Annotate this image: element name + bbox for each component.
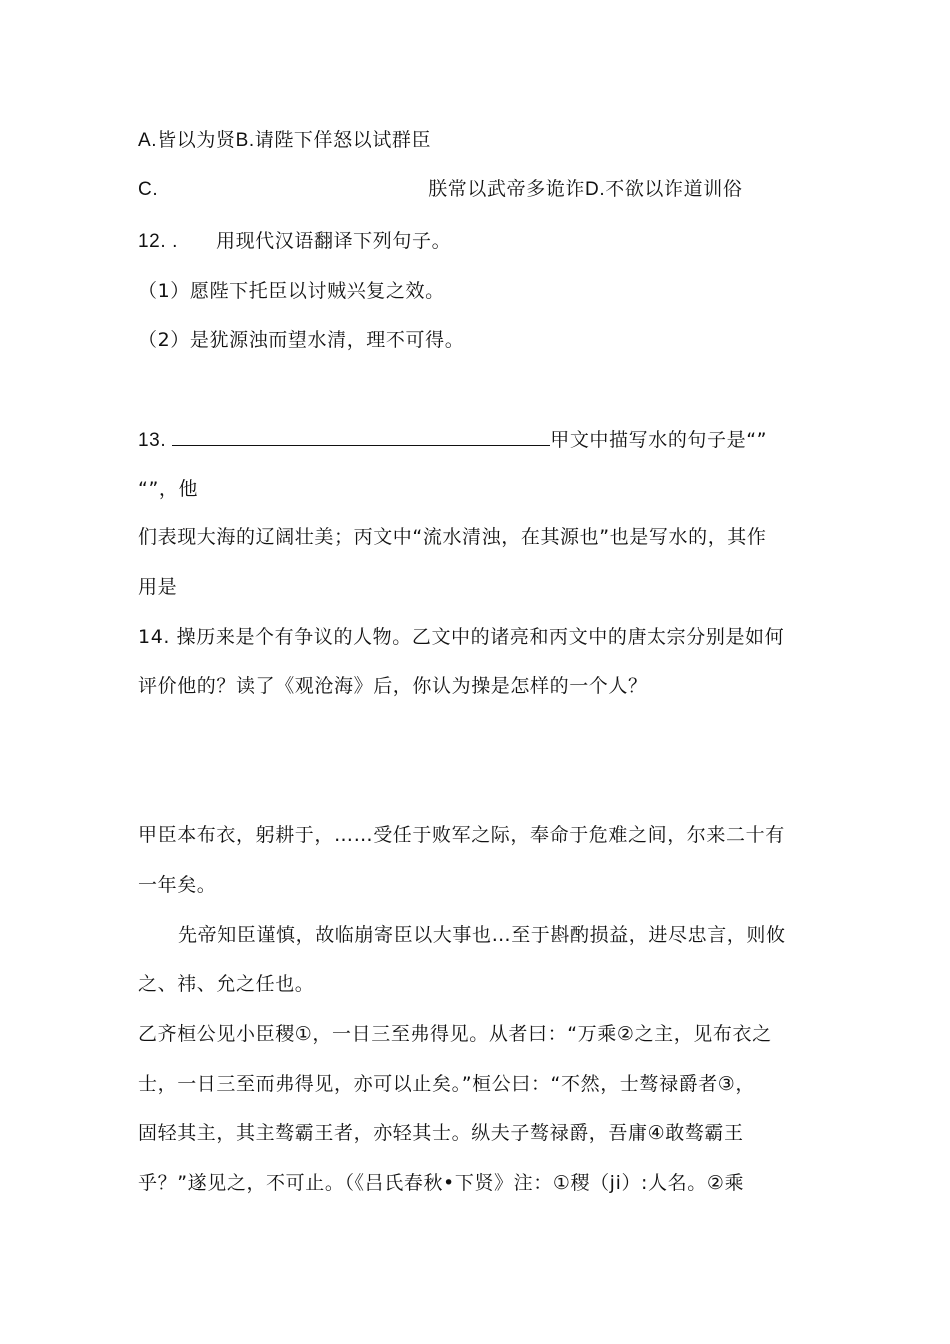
q12-item-2: （2）是犹源浊而望水清，理不可得。 (138, 329, 465, 351)
answer-blank[interactable] (172, 425, 550, 446)
q14-line-2: 评价他的？读了《观沧海》后，你认为操是怎样的一个人？ (138, 675, 648, 697)
q13-number: 13. (138, 430, 167, 451)
option-c-label: C. (138, 179, 159, 200)
passage-yi-line-3: 固轻其主，其主骜霸王者，亦轻其士。纵夫子骜禄爵，吾庸④敢骜霸王 (138, 1122, 744, 1144)
option-d-label: D. (585, 179, 606, 200)
passage-jia-line-1: 甲臣本布衣，躬耕于，……受任于败军之际，奉命于危难之间，尔来二十有 (138, 824, 785, 846)
passage-jia-line-3: 先帝知臣谨慎，故临崩寄臣以大事也…至于斟酌损益，进尽忠言，则攸 (178, 924, 786, 946)
option-c-text: 朕常以武帝多诡诈 (428, 178, 586, 200)
option-d-text: 不欲以诈道训俗 (605, 178, 743, 200)
q12-number: 12. . (138, 231, 178, 252)
passage-yi-line-1: 乙齐桓公见小臣稷①，一日三至弗得见。从者曰：“万乘②之主，见布衣之 (138, 1023, 772, 1045)
option-a-text: 皆以为贤 (157, 129, 236, 151)
q12-heading (138, 228, 451, 255)
q14-line-1: 14. 操历来是个有争议的人物。乙文中的诸亮和丙文中的唐太宗分别是如何 (138, 626, 785, 648)
passage-jia-line-4: 之、祎、允之任也。 (138, 973, 315, 995)
passage-yi-line-4: 乎？”遂见之，不可止。（《吕氏春秋•下贤》注：①稷（ji）:人名。②乘 (138, 1172, 745, 1194)
q13-line-1 (138, 425, 767, 454)
q13-text-1: 甲文中描写水的句子是“” (550, 429, 768, 451)
q12-prompt: 用现代汉语翻译下列句子。 (215, 230, 452, 252)
q11-options-ab (138, 127, 431, 154)
q12-item-1: （1）愿陛下托臣以讨贼兴复之效。 (138, 280, 445, 302)
option-b-text: 请陛下佯怒以试群臣 (254, 129, 432, 151)
passage-yi-line-2: 士，一日三至而弗得见，亦可以止矣。”桓公曰：“不然，士骜禄爵者③， (138, 1073, 756, 1095)
q11-options-cd (138, 176, 742, 203)
q13-line-4: 用是 (138, 576, 178, 598)
option-b-label: B. (235, 130, 255, 151)
passage-jia-line-2: 一年矣。 (138, 874, 217, 896)
q13-line-3: 们表现大海的辽阔壮美；丙文中“流水清浊，在其源也”也是写水的，其作 (138, 526, 767, 548)
q13-line-2: “”，他 (138, 478, 199, 500)
option-a-label: A. (138, 130, 158, 151)
